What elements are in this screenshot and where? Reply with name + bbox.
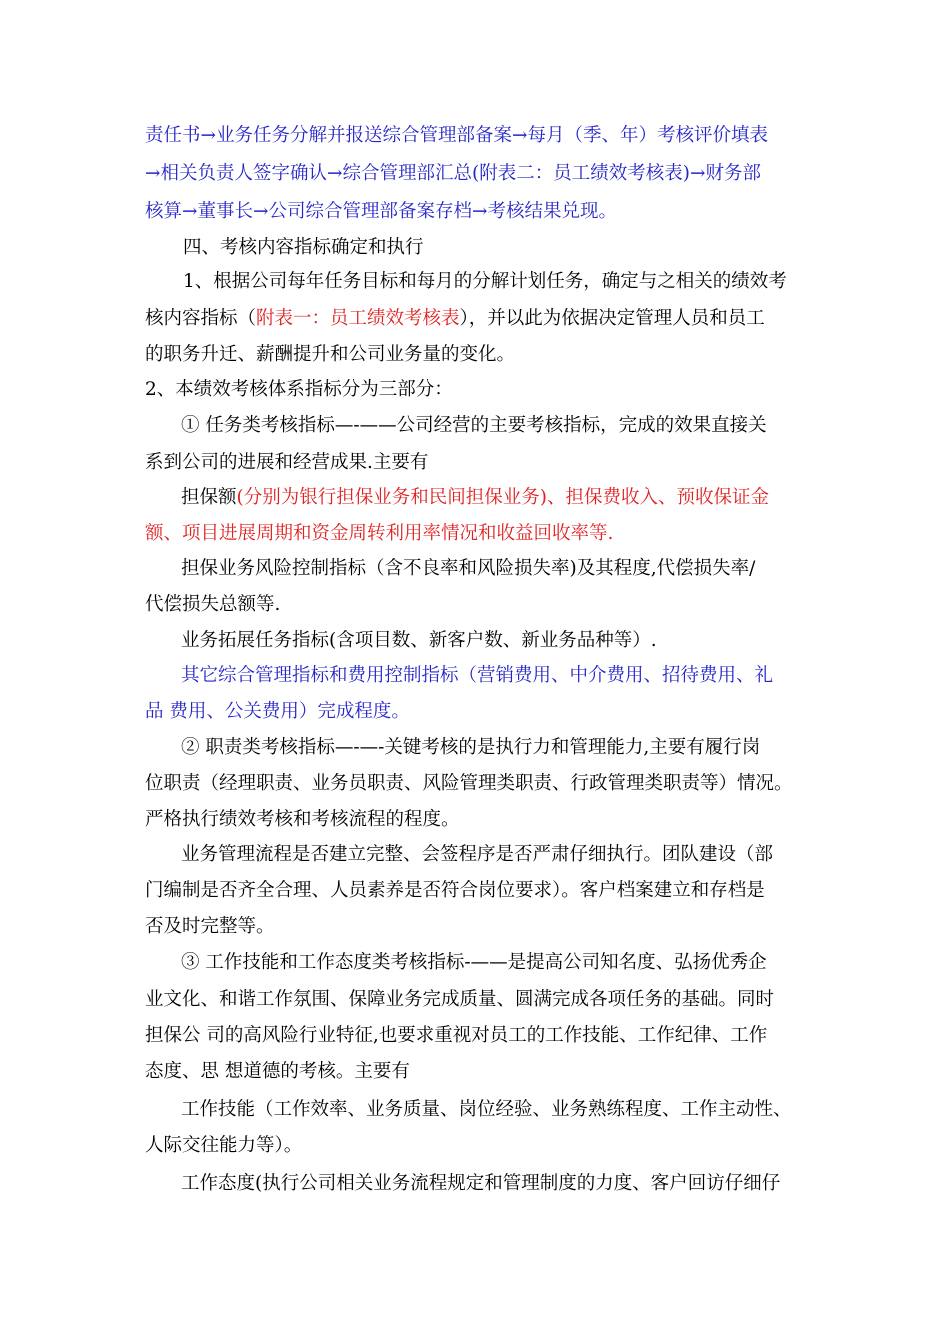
highlight-run: (分别为银行担保业务和民间担保业务)、担保费收入、预收保证金 — [236, 487, 769, 508]
paragraph-line: 否及时完整等。 — [145, 916, 275, 937]
appendix-reference: 附表一：员工绩效考核表 — [256, 308, 460, 329]
paragraph-line: 品 费用、公关费用）完成程度。 — [145, 701, 410, 722]
paragraph-line: ① 任务类考核指标—-——公司经营的主要考核指标，完成的效果直接关 — [181, 415, 767, 436]
paragraph-line: 的职务升迁、薪酬提升和公司业务量的变化。 — [145, 344, 516, 365]
paragraph-line: 业务拓展任务指标(含项目数、新客户数、新业务品种等）. — [181, 630, 657, 651]
paragraph-line: 其它综合管理指标和费用控制指标（营销费用、中介费用、招待费用、礼 — [181, 665, 774, 686]
paragraph-line: 系到公司的进展和经营成果.主要有 — [145, 452, 429, 473]
paragraph-line: 担保公 司的高风险行业特征,也要求重视对员工的工作技能、工作纪律、工作 — [145, 1025, 768, 1046]
paragraph-line — [181, 481, 769, 515]
text-run: 担保额 — [181, 487, 237, 508]
paragraph-line — [145, 302, 765, 336]
paragraph-line: 态度、思 想道德的考核。主要有 — [145, 1061, 410, 1082]
flow-line-3: 核算→董事长→公司综合管理部备案存档→考核结果兑现。 — [145, 201, 618, 222]
flow-line-1: 责任书→业务任务分解并报送综合管理部备案→每月（季、年）考核评价填表 — [145, 125, 769, 146]
paragraph-line: 工作态度(执行公司相关业务流程规定和管理制度的力度、客户回访仔细仔 — [181, 1173, 781, 1194]
paragraph-line: 人际交往能力等）。 — [145, 1135, 303, 1156]
text-run: 核内容指标（ — [145, 308, 257, 329]
paragraph-line: 业文化、和谐工作氛围、保障业务完成质量、圆满完成各项任务的基础。同时 — [145, 989, 775, 1010]
section-heading: 四、考核内容指标确定和执行 — [183, 237, 424, 258]
paragraph-line: 门编制是否齐全合理、人员素养是否符合岗位要求）。客户档案建立和存档是 — [145, 880, 765, 901]
paragraph-line: 担保业务风险控制指标（含不良率和风险损失率)及其程度,代偿损失率/ — [181, 558, 756, 579]
paragraph-line: 工作技能（工作效率、业务质量、岗位经验、业务熟练程度、工作主动性、 — [181, 1099, 792, 1120]
paragraph-line: 严格执行绩效考核和考核流程的程度。 — [145, 809, 460, 830]
flow-line-2: →相关负责人签字确认→综合管理部汇总(附表二：员工绩效考核表)→财务部 — [145, 163, 761, 184]
paragraph-line: ③ 工作技能和工作态度类考核指标-——是提高公司知名度、弘扬优秀企 — [181, 952, 767, 973]
paragraph-line: 代偿损失总额等. — [145, 594, 281, 615]
list-heading: 2、本绩效考核体系指标分为三部分： — [145, 379, 453, 400]
paragraph-line: ② 职责类考核指标—-—-关键考核的是执行力和管理能力,主要有履行岗 — [181, 737, 761, 758]
paragraph-line: 额、项目进展周期和资金周转利用率情况和收益回收率等. — [145, 523, 614, 544]
paragraph-line: 位职责（经理职责、业务员职责、风险管理类职责、行政管理类职责等）情况。 — [145, 773, 793, 794]
text-run: ），并以此为依据决定管理人员和员工 — [459, 308, 765, 329]
paragraph-line: 业务管理流程是否建立完整、会签程序是否严肃仔细执行。团队建设（部 — [181, 844, 774, 865]
paragraph-line: 1、根据公司每年任务目标和每月的分解计划任务，确定与之相关的绩效考 — [183, 271, 787, 292]
